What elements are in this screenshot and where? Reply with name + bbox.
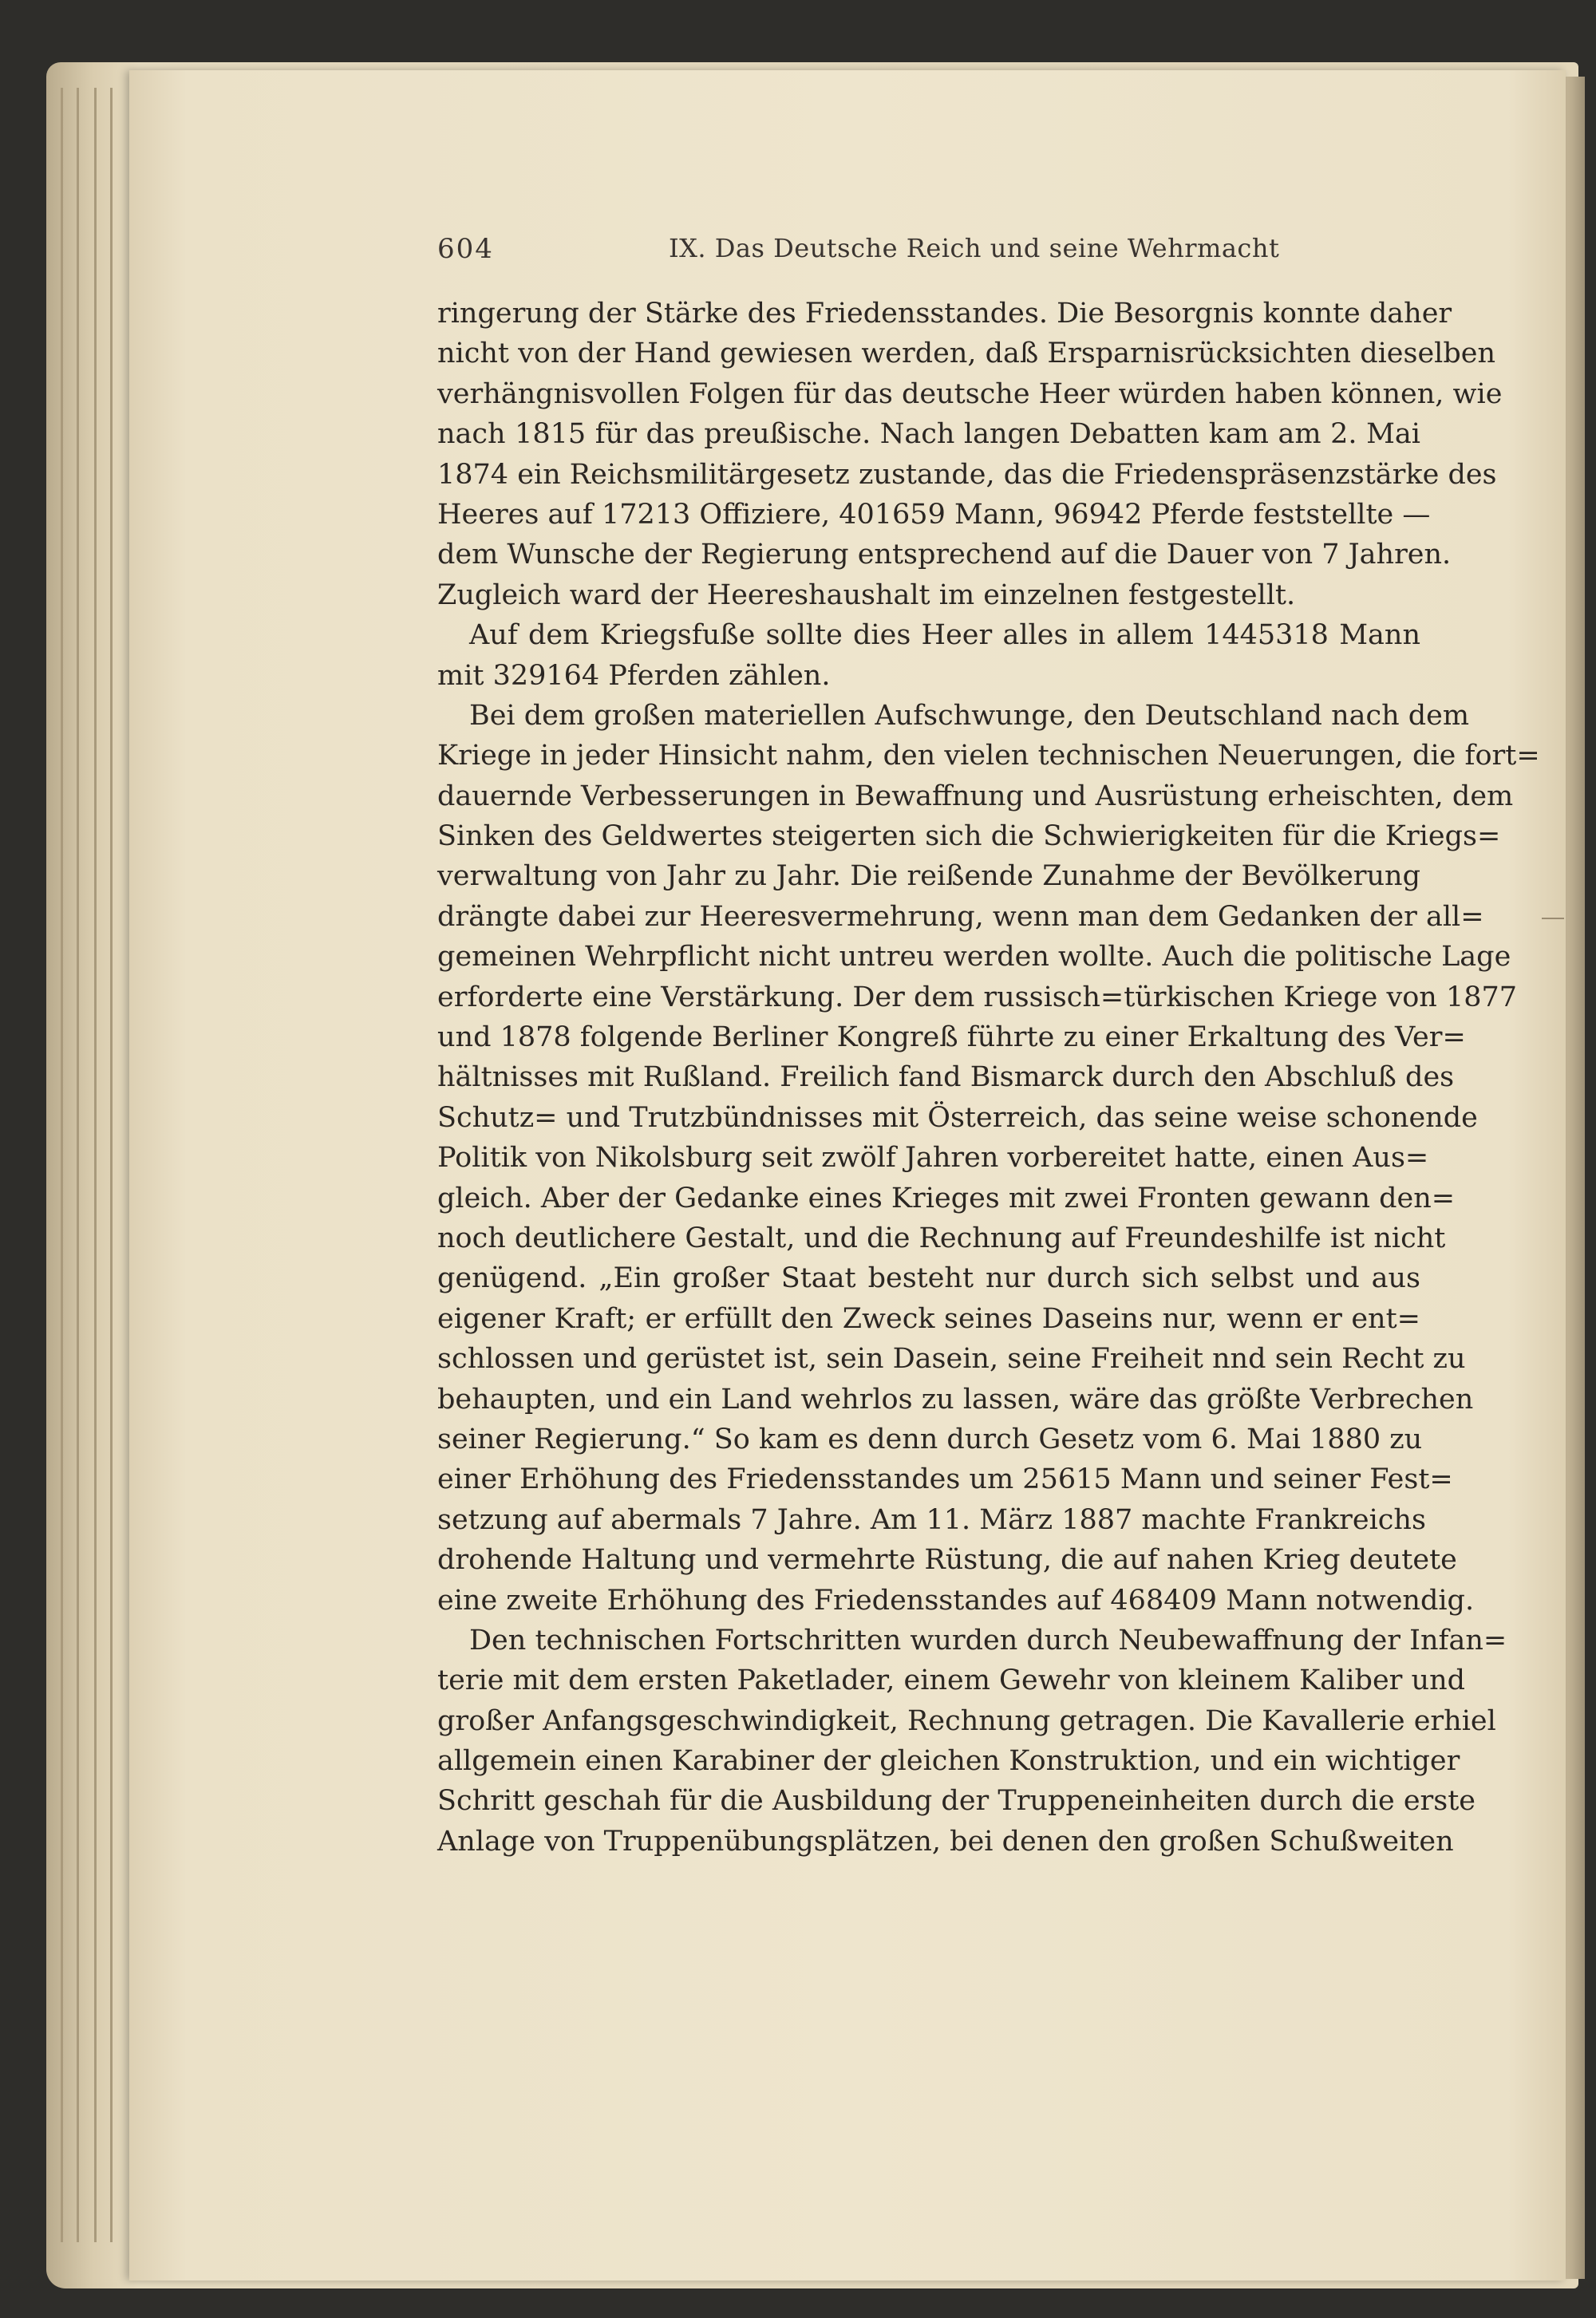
text-line: erforderte eine Verstärkung. Der dem russisch=türkischen Kriege von 1877 xyxy=(437,981,1518,1013)
text-line: Schutz= und Trutzbündnisses mit Österreich, das seine weise schonende xyxy=(437,1101,1478,1134)
text-line: setzung auf abermals 7 Jahre. Am 11. März 1887 machte Frankreichs xyxy=(437,1503,1426,1536)
text-line: behaupten, und ein Land wehrlos zu lassen, wäre das größte Verbrechen xyxy=(437,1383,1474,1416)
text-line: nach 1815 für das preußische. Nach langen Debatten kam am 2. Mai xyxy=(437,418,1420,451)
page-stack-line xyxy=(110,88,113,2242)
text-line: terie mit dem ersten Paketlader, einem Gewehr von kleinem Kaliber und xyxy=(437,1664,1466,1697)
text-line: dauernde Verbesserungen in Bewaffnung und Ausrüstung erheischten, dem xyxy=(437,780,1514,812)
text-line: Schritt geschah für die Ausbildung der Truppeneinheiten durch die erste xyxy=(437,1785,1476,1818)
text-line: ringerung der Stärke des Friedensstandes. Die Besorgnis konnte daher xyxy=(437,298,1452,330)
text-line: verhängnisvollen Folgen für das deutsche Heer würden haben können, wie xyxy=(437,377,1503,410)
text-line: gemeinen Wehrpflicht nicht untreu werden wollte. Auch die politische Lage xyxy=(437,941,1511,973)
text-line: noch deutlichere Gestalt, und die Rechnung auf Freundeshilfe ist nicht xyxy=(437,1222,1446,1254)
text-line: drängte dabei zur Heeresvermehrung, wenn man dem Gedanken der all= xyxy=(437,900,1484,933)
text-line: Bei dem großen materiellen Aufschwunge, den Deutschland nach dem xyxy=(469,699,1470,732)
text-line: eigener Kraft; er erfüllt den Zweck seines Daseins nur, wenn er ent= xyxy=(437,1302,1420,1335)
page-stack-line xyxy=(61,88,63,2242)
text-line: Sinken des Geldwertes steigerten sich die Schwierigkeiten für die Kriegs= xyxy=(437,820,1501,853)
margin-mark xyxy=(1542,918,1564,919)
text-line: drohende Haltung und vermehrte Rüstung, die auf nahen Krieg deutete xyxy=(437,1544,1457,1577)
text-line: verwaltung von Jahr zu Jahr. Die reißende Zunahme der Bevölkerung xyxy=(437,860,1420,893)
text-line: mit 329164 Pferden zählen. xyxy=(437,659,831,692)
text-line: dem Wunsche der Regierung entsprechend auf die Dauer von 7 Jahren. xyxy=(437,539,1452,571)
text-line: nicht von der Hand gewiesen werden, daß Ersparnisrücksichten dieselben xyxy=(437,338,1496,370)
text-line: einer Erhöhung des Friedensstandes um 25615 Mann und seiner Fest= xyxy=(437,1463,1453,1496)
text-line: Den technischen Fortschritten wurden durch Neubewaffnung der Infan= xyxy=(469,1624,1507,1657)
page-stack-line xyxy=(77,88,79,2242)
text-line: großer Anfangsgeschwindigkeit, Rechnung getragen. Die Kavallerie erhiel xyxy=(437,1704,1496,1737)
text-line: Politik von Nikolsburg seit zwölf Jahren vorbereitet hatte, einen Aus= xyxy=(437,1142,1429,1175)
right-page-fold xyxy=(1566,77,1585,2279)
text-line: seiner Regierung.“ So kam es denn durch Gesetz vom 6. Mai 1880 zu xyxy=(437,1423,1423,1455)
text-line: Zugleich ward der Heereshaushalt im einzelnen festgestellt. xyxy=(437,579,1296,611)
body-text xyxy=(437,294,1540,1862)
text-line: gleich. Aber der Gedanke eines Krieges mit zwei Fronten gewann den= xyxy=(437,1182,1456,1214)
text-line: Heeres auf 17213 Offiziere, 401659 Mann, 96942 Pferde feststellte — xyxy=(437,498,1431,531)
text-line: genügend. „Ein großer Staat besteht nur durch sich selbst und aus xyxy=(437,1262,1420,1295)
page-stack-line xyxy=(94,88,97,2242)
text-line: eine zweite Erhöhung des Friedensstandes auf 468409 Mann notwendig. xyxy=(437,1584,1475,1617)
text-line: hältnisses mit Rußland. Freilich fand Bismarck durch den Abschluß des xyxy=(437,1061,1455,1094)
text-line: allgemein einen Karabiner der gleichen Konstruktion, und ein wichtiger xyxy=(437,1745,1460,1778)
text-line: Anlage von Truppenübungsplätzen, bei denen den großen Schußweiten xyxy=(437,1825,1454,1858)
text-line: schlossen und gerüstet ist, sein Dasein, seine Freiheit nnd sein Recht zu xyxy=(437,1343,1466,1376)
page-number: 604 xyxy=(437,233,494,265)
running-head: IX. Das Deutsche Reich und seine Wehrmacht xyxy=(669,233,1280,263)
text-line: 1874 ein Reichsmilitärgesetz zustande, das die Friedenspräsenzstärke des xyxy=(437,458,1497,491)
text-line: Kriege in jeder Hinsicht nahm, den vielen technischen Neuerungen, die fort= xyxy=(437,740,1540,772)
text-line: Auf dem Kriegsfuße sollte dies Heer alles in allem 1445318 Mann xyxy=(469,619,1420,652)
page-header xyxy=(0,233,1596,273)
text-line: und 1878 folgende Berliner Kongreß führte zu einer Erkaltung des Ver= xyxy=(437,1021,1466,1054)
